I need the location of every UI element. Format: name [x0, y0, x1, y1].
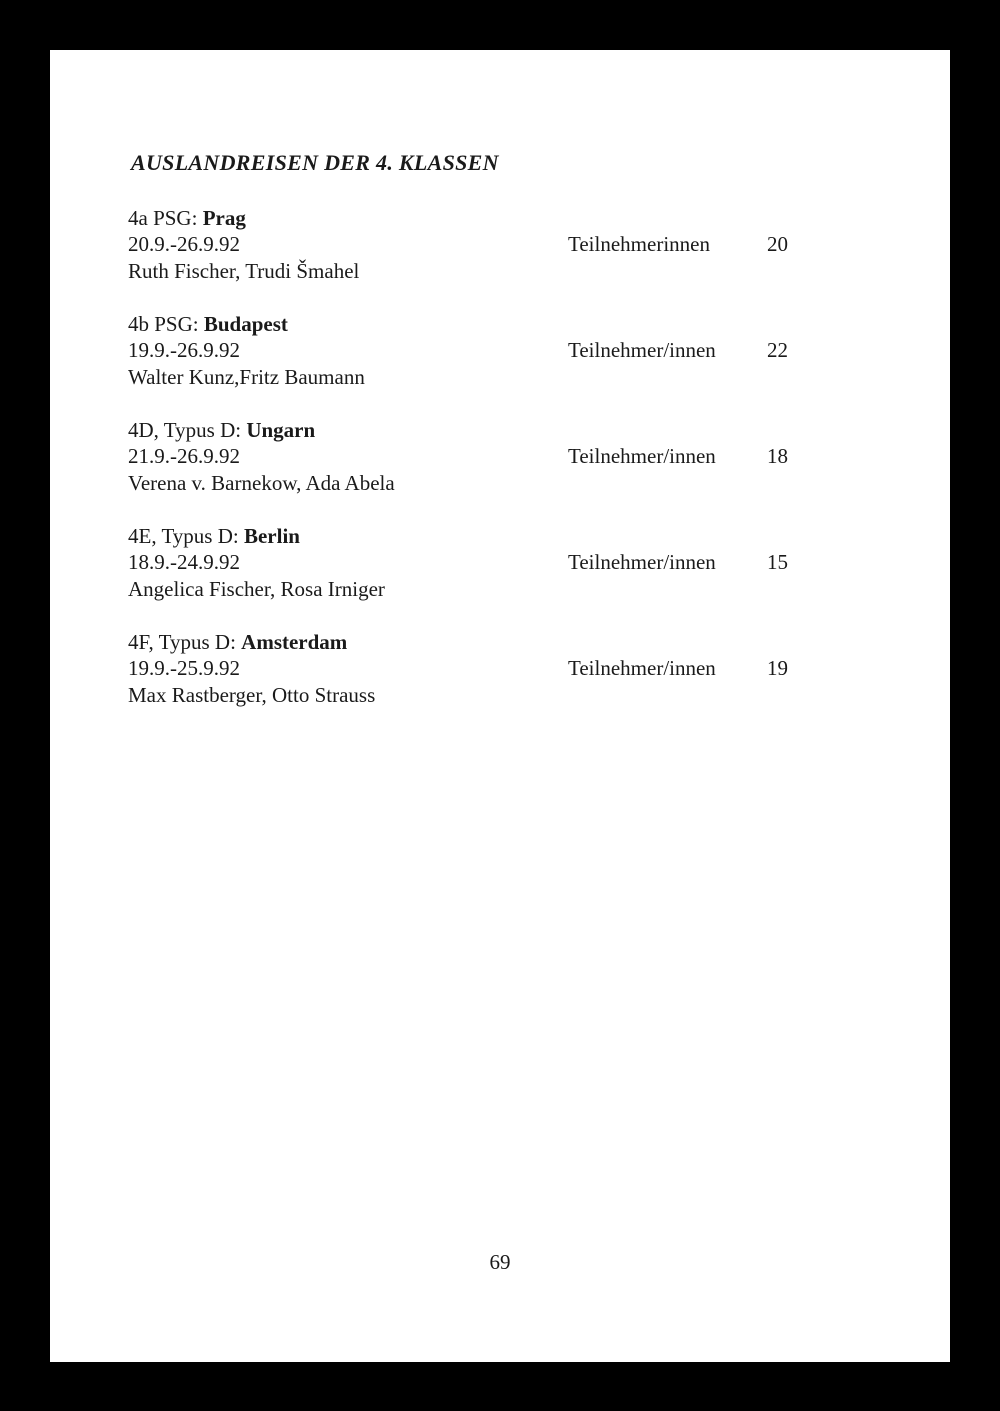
page-title: AUSLANDREISEN DER 4. KLASSEN	[131, 150, 499, 175]
trip-teachers: Angelica Fischer, Rosa Irniger	[128, 577, 385, 601]
page-number: 69	[489, 1250, 511, 1274]
trip-heading	[128, 629, 347, 655]
trip-participant-count: 19	[767, 656, 788, 680]
trip-dates: 20.9.-26.9.92	[128, 232, 240, 256]
trip-class: 4D, Typus D:	[128, 418, 247, 442]
trip-participants-label: Teilnehmer/innen	[568, 550, 716, 574]
trip-participant-count: 20	[767, 232, 788, 256]
trip-dates: 19.9.-25.9.92	[128, 656, 240, 680]
trip-class: 4F, Typus D:	[128, 630, 242, 654]
trip-participant-count: 15	[767, 550, 788, 574]
trip-heading	[128, 523, 300, 549]
trip-class: 4b PSG:	[128, 312, 204, 336]
trip-destination: Amsterdam	[241, 630, 348, 654]
trip-participants-label: Teilnehmer/innen	[568, 444, 716, 468]
trip-destination: Prag	[202, 206, 246, 230]
trip-participants-label: Teilnehmerinnen	[568, 232, 710, 256]
trip-participant-count: 22	[767, 338, 788, 362]
trip-participant-count: 18	[767, 444, 788, 468]
trip-teachers: Max Rastberger, Otto Strauss	[128, 683, 376, 707]
trip-teachers: Ruth Fischer, Trudi Šmahel	[128, 259, 360, 283]
trip-destination: Ungarn	[246, 418, 316, 442]
trip-destination: Budapest	[203, 312, 288, 336]
trip-destination: Berlin	[243, 524, 300, 548]
document-page	[50, 50, 950, 1362]
trip-dates: 19.9.-26.9.92	[128, 338, 240, 362]
trip-heading	[128, 417, 315, 443]
trip-heading	[128, 205, 246, 231]
trip-participants-label: Teilnehmer/innen	[568, 338, 716, 362]
trip-participants-label: Teilnehmer/innen	[568, 656, 716, 680]
trip-teachers: Walter Kunz,Fritz Baumann	[128, 365, 365, 389]
trip-dates: 18.9.-24.9.92	[128, 550, 240, 574]
trip-dates: 21.9.-26.9.92	[128, 444, 240, 468]
trip-class: 4a PSG:	[128, 206, 203, 230]
trip-class: 4E, Typus D:	[128, 524, 244, 548]
trip-teachers: Verena v. Barnekow, Ada Abela	[128, 471, 395, 495]
trip-heading	[128, 311, 288, 337]
